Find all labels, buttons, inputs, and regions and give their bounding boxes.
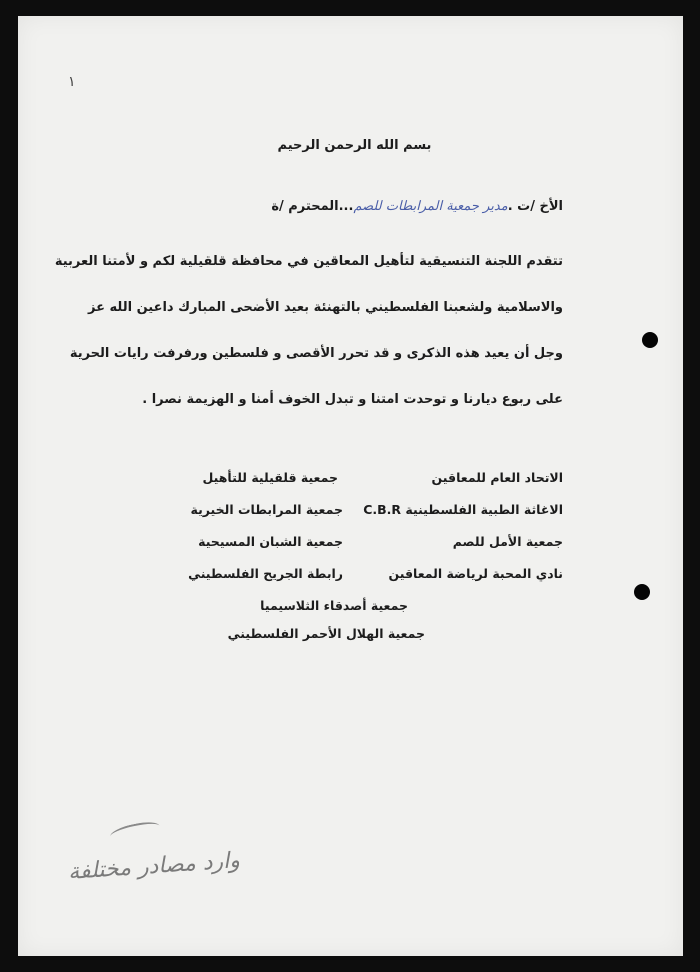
org-item: الاتحاد العام للمعاقين — [431, 470, 563, 485]
punch-hole — [642, 332, 658, 348]
body-line: والاسلامية ولشعبنا الفلسطيني بالتهنئة بعيد الأضحى المبارك داعين الله عز — [88, 300, 563, 315]
org-item: جمعية الهلال الأحمر الفلسطيني — [227, 626, 425, 641]
salutation-suffix: ...المحترم /ة — [271, 199, 354, 214]
body-line: على ربوع ديارنا و توحدت امتنا و تبدل الخوف أمنا و الهزيمة نصرا . — [142, 392, 563, 407]
org-item: جمعية قلقيلية للتأهيل — [202, 470, 338, 485]
body-line: وجل أن يعيد هذه الذكرى و قد تحرر الأقصى و فلسطين ورفرفت رايات الحرية — [69, 346, 563, 361]
letter-page — [18, 16, 683, 956]
handwritten-note: وارد مصادر مختلفة — [67, 848, 241, 885]
salutation-prefix: الأخ /ت . — [507, 199, 563, 214]
org-item: جمعية أصدقاء الثلاسيميا — [260, 598, 408, 613]
handwriting-stroke — [109, 819, 161, 843]
body-line: تتقدم اللجنة التنسيقية لتأهيل المعاقين في محافظة قلقيلية لكم و لأمتنا العربية — [54, 254, 563, 269]
handwritten-recipient: مدير جمعية المرابطات للصم — [353, 199, 508, 214]
org-item: الاغاثة الطبية الفلسطينية C.B.R — [363, 502, 563, 517]
punch-hole — [634, 584, 650, 600]
page-mark: ١ — [68, 74, 76, 90]
org-item: جمعية الأمل للصم — [452, 534, 563, 549]
org-item: جمعية الشبان المسيحية — [198, 534, 343, 549]
org-item: رابطة الجريح الفلسطيني — [188, 566, 343, 581]
org-item: نادي المحبة لرياضة المعاقين — [388, 566, 563, 581]
org-item: جمعية المرابطات الخيرية — [190, 502, 343, 517]
salutation-line — [271, 199, 563, 214]
basmala-heading: بسم الله الرحمن الرحيم — [277, 138, 432, 153]
